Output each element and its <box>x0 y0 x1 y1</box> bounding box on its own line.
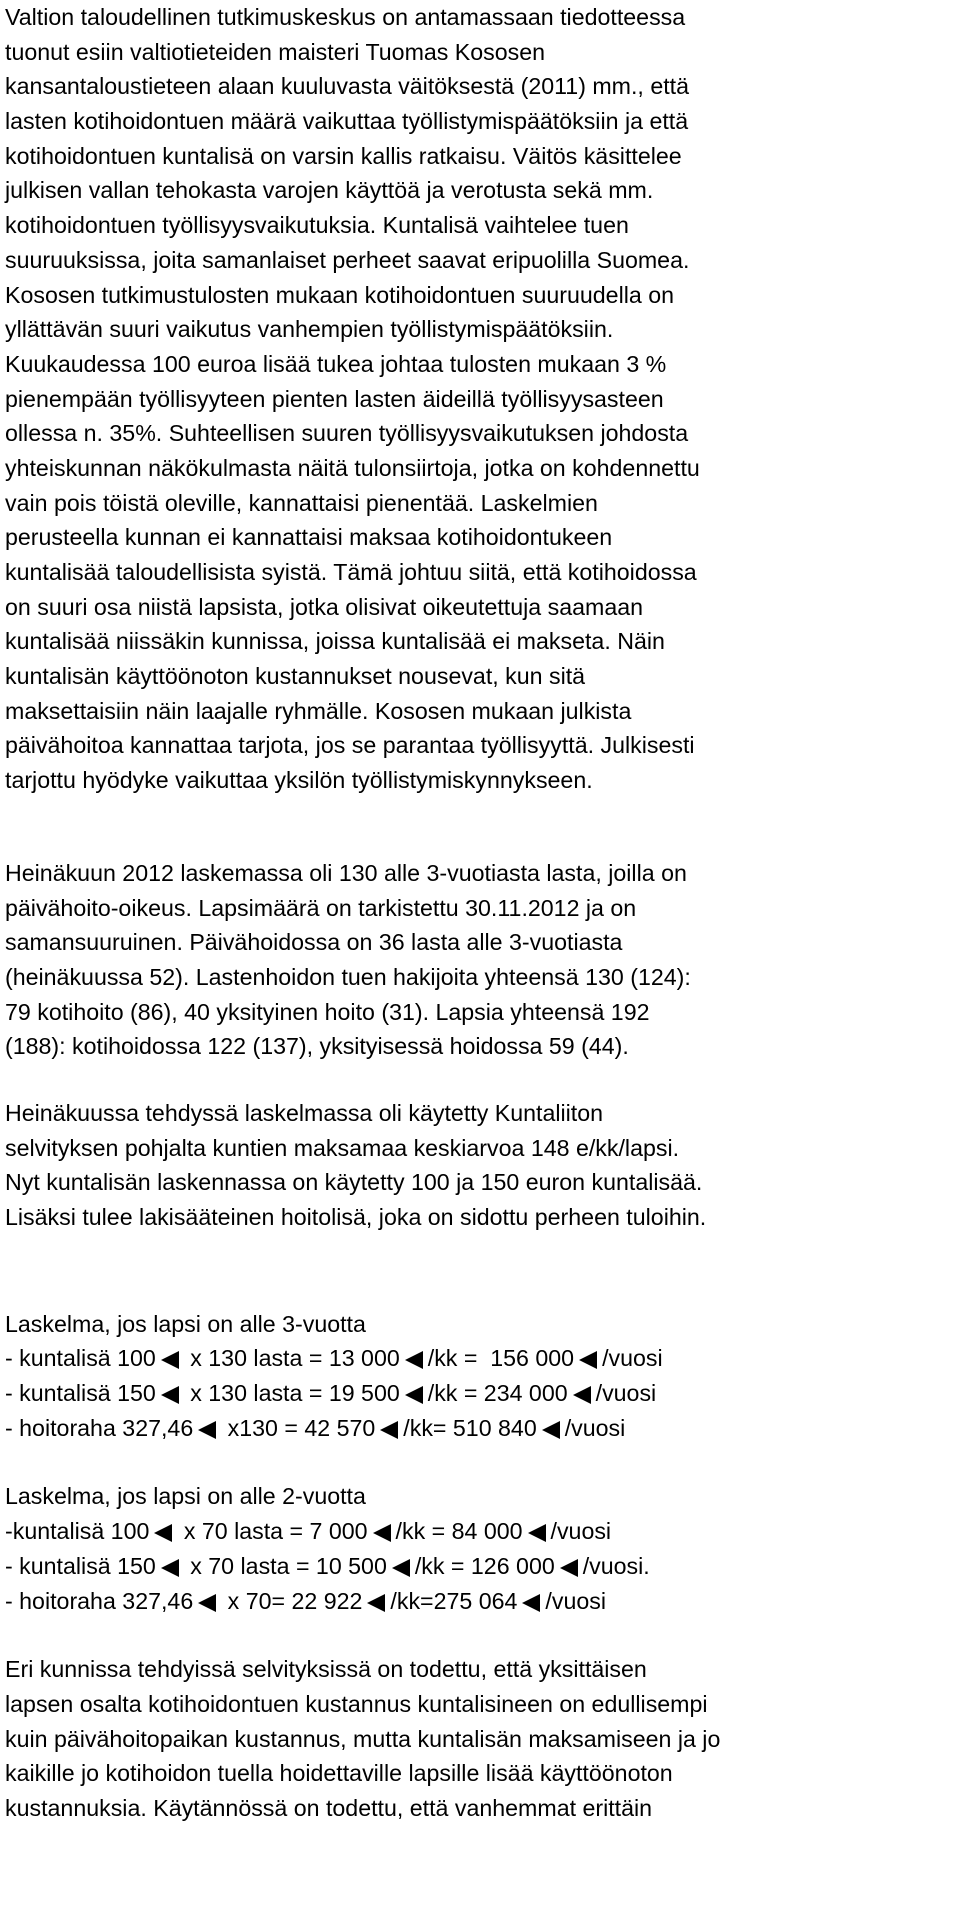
calc-yearly: /kk= 510 840 <box>403 1414 537 1441</box>
calculation-row <box>5 1411 960 1446</box>
calc-unit: /vuosi. <box>582 1552 650 1579</box>
text-line: suuruuksissa, joita samanlaiset perheet saavat eripuolilla Suomea. <box>5 246 690 273</box>
paragraph-spacer <box>5 1445 960 1479</box>
euro-icon <box>198 1421 216 1439</box>
text-line: 79 kotihoito (86), 40 yksityinen hoito (31). Lapsia yhteensä 192 <box>5 998 650 1025</box>
calculation-heading: Laskelma, jos lapsi on alle 2-vuotta <box>5 1483 366 1510</box>
document-page <box>5 0 960 1826</box>
calc-unit: /vuosi <box>602 1345 663 1372</box>
text-line: kotihoidontuen työllisyysvaikutuksia. Kuntalisä vaihtelee tuen <box>5 212 629 239</box>
text-line: lapsen osalta kotihoidontuen kustannus kuntalisineen on edullisempi <box>5 1690 708 1717</box>
paragraph-spacer <box>5 798 960 856</box>
euro-icon <box>161 1386 179 1404</box>
euro-icon <box>573 1386 591 1404</box>
euro-icon <box>161 1559 179 1577</box>
text-line: kansantaloustieteen alaan kuuluvasta väitöksestä (2011) mm., että <box>5 73 689 100</box>
calc-label: - kuntalisä 150 <box>5 1552 156 1579</box>
calc-monthly: x 70 lasta = 7 000 <box>177 1518 368 1545</box>
text-line: Nyt kuntalisän laskennassa on käytetty 100 ja 150 euron kuntalisää. <box>5 1169 703 1196</box>
euro-icon <box>198 1594 216 1612</box>
text-line: samansuuruinen. Päivähoidossa on 36 lasta alle 3-vuotiasta <box>5 929 623 956</box>
calc-yearly: /kk = 126 000 <box>414 1552 555 1579</box>
calc-unit: /vuosi <box>564 1414 626 1441</box>
calculation-row <box>5 1341 960 1376</box>
paragraph-conclusion <box>5 1652 960 1825</box>
euro-icon <box>405 1351 423 1369</box>
text-line: vain pois töistä oleville, kannattaisi pienentää. Laskelmien <box>5 489 598 516</box>
calc-label: -kuntalisä 100 <box>5 1518 150 1545</box>
calc-yearly: /kk=275 064 <box>390 1587 518 1614</box>
calc-unit: /vuosi <box>550 1518 612 1545</box>
text-line: ollessa n. 35%. Suhteellisen suuren työllisyysvaikutuksen johdosta <box>5 420 689 447</box>
calc-yearly: /kk = 156 000 <box>427 1345 575 1372</box>
text-line: kustannuksia. Käytännössä on todettu, että vanhemmat erittäin <box>5 1794 653 1821</box>
calc-label: - hoitoraha 327,46 <box>5 1414 194 1441</box>
text-line: maksettaisiin näin laajalle ryhmälle. Kososen mukaan julkista <box>5 697 632 724</box>
calculation-row <box>5 1376 960 1411</box>
euro-icon <box>542 1421 560 1439</box>
text-line: kaikille jo kotihoidon tuella hoidettaville lapsille lisää käyttöönoton <box>5 1760 673 1787</box>
text-line: kotihoidontuen kuntalisä on varsin kallis ratkaisu. Väitös käsittelee <box>5 142 682 169</box>
calculation-row <box>5 1514 960 1549</box>
euro-icon <box>392 1559 410 1577</box>
text-line: Kososen tutkimustulosten mukaan kotihoidontuen suuruudella on <box>5 281 675 308</box>
text-line: (188): kotihoidossa 122 (137), yksityisessä hoidossa 59 (44). <box>5 1033 629 1060</box>
paragraph-child-counts <box>5 856 960 1064</box>
euro-icon <box>373 1524 391 1542</box>
text-line: selvityksen pohjalta kuntien maksamaa keskiarvoa 148 e/kk/lapsi. <box>5 1134 680 1161</box>
calc-yearly: /kk = 234 000 <box>427 1380 568 1407</box>
calc-unit: /vuosi <box>545 1587 606 1614</box>
text-line: (heinäkuussa 52). Lastenhoidon tuen hakijoita yhteensä 130 (124): <box>5 963 691 990</box>
text-line: Lisäksi tulee lakisääteinen hoitolisä, joka on sidottu perheen tuloihin. <box>5 1204 707 1230</box>
text-line: on suuri osa niistä lapsista, jotka olisivat oikeutettuja saamaan <box>5 593 644 620</box>
text-line: perusteella kunnan ei kannattaisi maksaa kotihoidontukeen <box>5 524 613 551</box>
text-line: Heinäkuussa tehdyssä laskelmassa oli käytetty Kuntaliiton <box>5 1099 604 1126</box>
text-line: kuntalisää niissäkin kunnissa, joissa kuntalisää ei makseta. Näin <box>5 628 665 655</box>
paragraph-spacer <box>5 1235 960 1307</box>
calc-label: - kuntalisä 150 <box>5 1380 156 1407</box>
text-line: päivähoito-oikeus. Lapsimäärä on tarkistettu 30.11.2012 ja on <box>5 894 637 921</box>
text-line: Kuukaudessa 100 euroa lisää tukea johtaa tulosten mukaan 3 % <box>5 350 667 377</box>
paragraph-spacer <box>5 1618 960 1652</box>
text-line: Valtion taloudellinen tutkimuskeskus on antamassaan tiedotteessa <box>5 4 686 30</box>
text-line: kuin päivähoitopaikan kustannus, mutta kuntalisän maksamiseen ja jo <box>5 1725 721 1752</box>
calculation-heading: Laskelma, jos lapsi on alle 3-vuotta <box>5 1310 366 1337</box>
text-line: yllättävän suuri vaikutus vanhempien työllistymispäätöksiin. <box>5 316 614 343</box>
calculation-row <box>5 1584 960 1619</box>
text-line: kuntalisän käyttöönoton kustannukset nousevat, kun sitä <box>5 663 586 690</box>
euro-icon <box>579 1351 597 1369</box>
calculation-under-3 <box>5 1307 960 1446</box>
text-line: Eri kunnissa tehdyissä selvityksissä on todettu, että yksittäisen <box>5 1656 647 1683</box>
text-line: lasten kotihoidontuen määrä vaikuttaa työllistymispäätöksiin ja että <box>5 108 689 135</box>
text-line: yhteiskunnan näkökulmasta näitä tulonsiirtoja, jotka on kohdennettu <box>5 454 700 481</box>
text-line: Heinäkuun 2012 laskemassa oli 130 alle 3-vuotiasta lasta, joilla on <box>5 859 687 886</box>
text-line: julkisen vallan tehokasta varojen käyttöä ja verotusta sekä mm. <box>5 177 654 204</box>
euro-icon <box>560 1559 578 1577</box>
calc-yearly: /kk = 84 000 <box>395 1518 523 1545</box>
euro-icon <box>522 1594 540 1612</box>
calc-monthly: x 70= 22 922 <box>221 1587 363 1614</box>
calc-monthly: x 130 lasta = 13 000 <box>183 1345 400 1372</box>
paragraph-calculation-basis <box>5 1096 960 1235</box>
calc-monthly: x 70 lasta = 10 500 <box>183 1552 387 1579</box>
paragraph-intro <box>5 0 960 798</box>
calculation-row <box>5 1549 960 1584</box>
calc-monthly: x130 = 42 570 <box>221 1414 376 1441</box>
calculation-under-2 <box>5 1479 960 1618</box>
text-line: päivähoitoa kannattaa tarjota, jos se parantaa työllisyyttä. Julkisesti <box>5 732 695 759</box>
calc-label: - kuntalisä 100 <box>5 1345 156 1372</box>
calc-unit: /vuosi <box>595 1380 657 1407</box>
euro-icon <box>528 1524 546 1542</box>
euro-icon <box>154 1524 172 1542</box>
text-line: tuonut esiin valtiotieteiden maisteri Tuomas Kososen <box>5 38 546 65</box>
euro-icon <box>405 1386 423 1404</box>
calc-monthly: x 130 lasta = 19 500 <box>183 1380 400 1407</box>
calc-label: - hoitoraha 327,46 <box>5 1587 194 1614</box>
text-line: kuntalisää taloudellisista syistä. Tämä johtuu siitä, että kotihoidossa <box>5 559 697 585</box>
paragraph-spacer <box>5 1064 960 1096</box>
euro-icon <box>367 1594 385 1612</box>
text-line: pienempään työllisyyteen pienten lasten äideillä työllisyysasteen <box>5 385 664 412</box>
text-line: tarjottu hyödyke vaikuttaa yksilön työllistymiskynnykseen. <box>5 767 593 794</box>
euro-icon <box>161 1351 179 1369</box>
euro-icon <box>380 1421 398 1439</box>
